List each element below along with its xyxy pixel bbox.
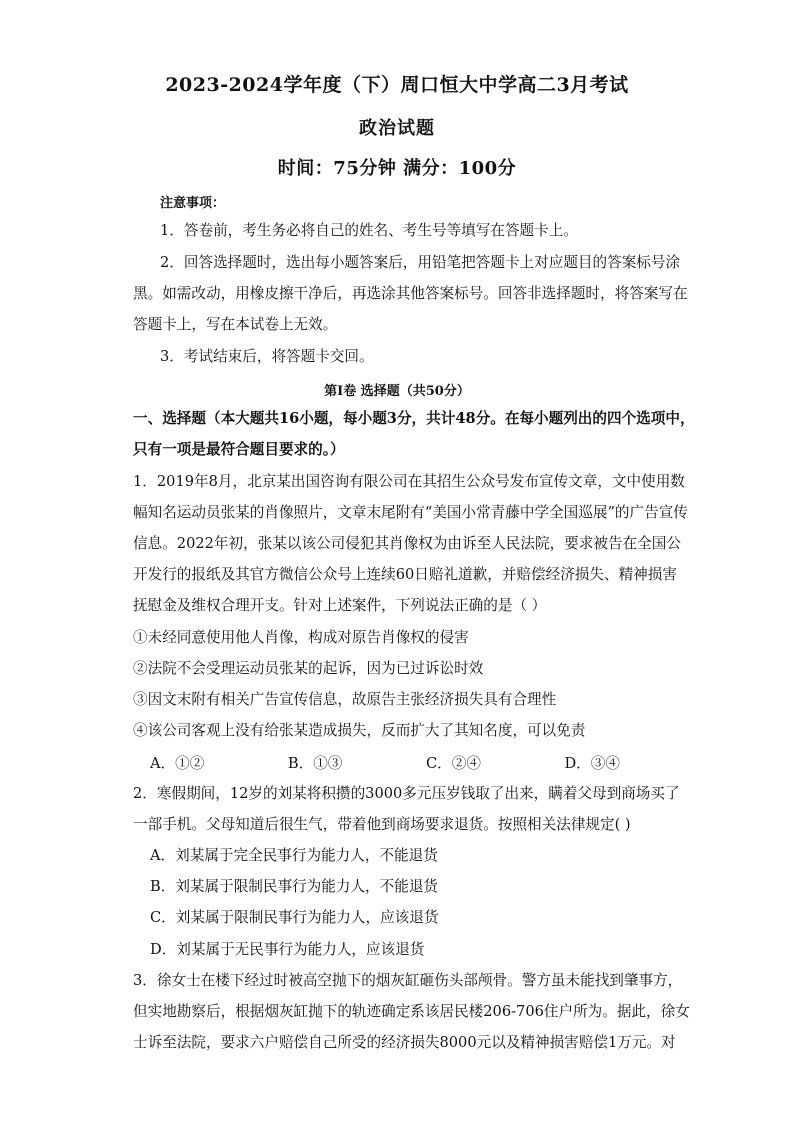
question-2-option: D．刘某属于无民事行为能力人，应该退货 xyxy=(150,941,425,958)
question-1-options xyxy=(150,752,620,773)
question-2-text: 2．寒假期间，12岁的刘某将积攒的3000多元压岁钱取了出来，瞒着父母到商场买了 xyxy=(133,785,680,802)
question-1-text: 开发行的报纸及其官方微信公众号上连续60日赔礼道歉，并赔偿经济损失、精神损害 xyxy=(133,566,677,583)
option-d: D．③④ xyxy=(564,755,620,772)
option-a: A．①② xyxy=(150,755,205,772)
section-instruction: 一、选择题（本大题共16小题，每小题3分，共计48分。在每小题列出的四个选项中， xyxy=(133,410,695,427)
question-2-option: C．刘某属于限制民事行为能力人，应该退货 xyxy=(150,909,439,926)
question-1-statement: ②法院不会受理运动员张某的起诉，因为已过诉讼时效 xyxy=(133,660,484,677)
question-1-text: 1．2019年8月，北京某出国咨询有限公司在其招生公众号发布宣传文章，文中使用数 xyxy=(133,473,685,490)
subject-title: 政治试题 xyxy=(359,118,435,139)
question-1-text: 信息。2022年初，张某以该公司侵犯其肖像权为由诉至人民法院，要求被告在全国公 xyxy=(133,535,681,552)
section-title: 第Ⅰ卷 选择题（共50分） xyxy=(324,384,470,399)
question-2-text: 一部手机。父母知道后很生气，带着他到商场要求退货。按照相关法律规定( ) xyxy=(133,816,631,833)
notice-line: 黑。如需改动，用橡皮擦干净后，再选涂其他答案标号。回答非选择题时，将答案写在 xyxy=(133,285,688,302)
question-3-text: 3．徐女士在楼下经过时被高空抛下的烟灰缸砸伤头部颅骨。警方虽未能找到肇事方， xyxy=(133,972,683,989)
notice-line: 1．答卷前，考生务必将自己的姓名、考生号等填写在答题卡上。 xyxy=(160,222,578,239)
notice-line: 答题卡上，写在本试卷上无效。 xyxy=(133,316,338,333)
exam-meta: 时间：75分钟 满分：100分 xyxy=(277,158,517,179)
question-1-statement: ①未经同意使用他人肖像，构成对原告肖像权的侵害 xyxy=(133,629,469,646)
question-1-text: 抚慰金及维权合理开支。针对上述案件，下列说法正确的是（ ） xyxy=(133,597,547,614)
section-instruction: 只有一项是最符合题目要求的。） xyxy=(133,441,345,458)
question-3-text: 士诉至法院，要求六户赔偿自己所受的经济损失8000元以及精神损害赔偿1万元。对 xyxy=(133,1034,676,1051)
question-1-statement: ④该公司客观上没有给张某造成损失，反而扩大了其知名度，可以免责 xyxy=(133,722,586,739)
question-2-option: B．刘某属于限制民事行为能力人，不能退货 xyxy=(150,878,439,895)
option-c: C．②④ xyxy=(425,755,481,772)
exam-title: 2023-2024学年度（下）周口恒大中学高二3月考试 xyxy=(165,74,629,96)
question-1-statement: ③因文末附有相关广告宣传信息，故原告主张经济损失具有合理性 xyxy=(133,691,557,708)
notice-heading: 注意事项： xyxy=(160,196,226,211)
option-b: B．①③ xyxy=(287,755,343,772)
notice-line: 2．回答选择题时，选出每小题答案后，用铅笔把答题卡上对应题目的答案标号涂 xyxy=(160,254,681,271)
question-2-option: A．刘某属于完全民事行为能力人，不能退货 xyxy=(150,847,438,864)
question-3-text: 但实地勘察后，根据烟灰缸抛下的轨迹确定系该居民楼206-706住户所为。据此，徐女 xyxy=(133,1003,690,1020)
notice-line: 3．考试结束后，将答题卡交回。 xyxy=(160,348,374,365)
question-1-text: 幅知名运动员张某的肖像照片，文章末尾附有“美国小常青藤中学全国巡展”的广告宣传 xyxy=(133,504,688,521)
